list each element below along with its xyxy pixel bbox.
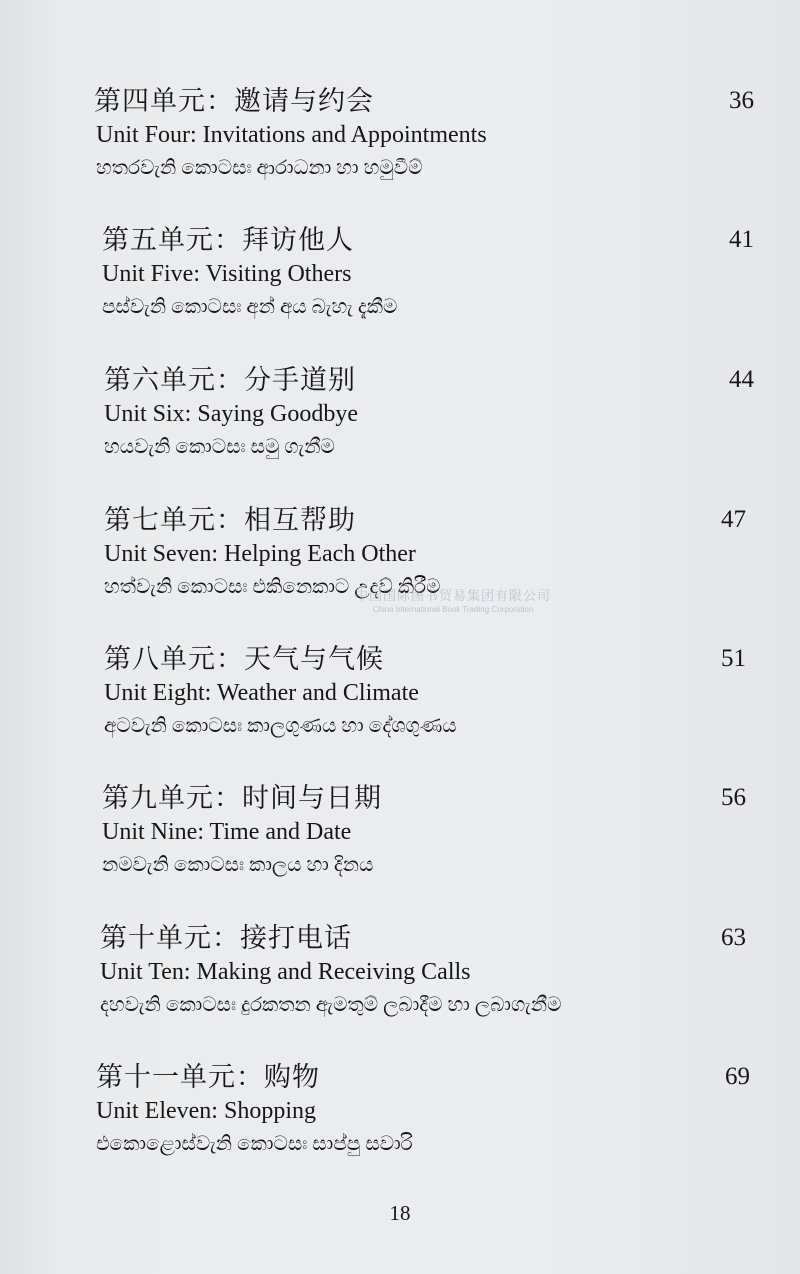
unit-title-chinese: 第六单元：分手道别 [104, 365, 356, 395]
toc-entry-unit-5[interactable] [94, 223, 754, 343]
unit-title-english: Unit Seven: Helping Each Other [104, 541, 416, 567]
toc-entry-unit-9[interactable] [94, 781, 754, 901]
unit-title-chinese: 第十单元：接打电话 [100, 923, 352, 953]
watermark-chinese: 中国国际图书贸易集团有限公司 [354, 588, 551, 603]
unit-title-english: Unit Ten: Making and Receiving Calls [100, 959, 471, 985]
unit-page-number: 51 [721, 645, 746, 672]
unit-title-english: Unit Six: Saying Goodbye [104, 401, 359, 427]
toc-entry-unit-10[interactable] [94, 921, 754, 1041]
unit-title-chinese: 第五单元：拜访他人 [102, 225, 354, 255]
unit-title-chinese: 第七单元：相互帮助 [104, 505, 356, 535]
unit-title-sinhala: එකොළොස්වැනි කොටසඃ සාප්පු සවාරි [96, 1133, 413, 1155]
unit-title-chinese: 第八单元：天气与气候 [104, 644, 384, 674]
unit-page-number: 36 [729, 87, 754, 114]
unit-page-number: 56 [721, 784, 746, 811]
toc-entry-unit-4[interactable] [94, 84, 754, 204]
unit-title-sinhala: හත්වැනි කොටසඃ එකිනෙකාට උදව් කිරීම [104, 576, 441, 598]
unit-title-english: Unit Eight: Weather and Climate [104, 680, 419, 706]
unit-title-english: Unit Four: Invitations and Appointments [96, 122, 487, 148]
toc-entry-unit-11[interactable] [94, 1060, 754, 1180]
watermark-english: China International Book Trading Corporation [372, 605, 534, 614]
unit-title-english: Unit Five: Visiting Others [102, 261, 352, 287]
unit-page-number: 69 [725, 1063, 750, 1090]
unit-title-sinhala: හයවැනි කොටසඃ සමු ගැනීම [104, 436, 335, 458]
unit-title-chinese: 第十一单元：购物 [96, 1062, 320, 1092]
unit-title-english: Unit Eleven: Shopping [96, 1098, 316, 1124]
unit-title-english: Unit Nine: Time and Date [102, 819, 352, 845]
unit-page-number: 47 [721, 506, 746, 533]
toc-entry-unit-8[interactable] [94, 642, 754, 762]
publisher-watermark [348, 588, 558, 616]
toc-entry-unit-6[interactable] [94, 363, 754, 483]
unit-title-sinhala: පස්වැනි කොටසඃ අන් අය බැහැ දැකීම [102, 296, 398, 318]
unit-page-number: 41 [729, 226, 754, 253]
unit-title-chinese: 第四单元：邀请与约会 [94, 86, 374, 116]
unit-title-sinhala: දහවැනි කොටසඃ දුරකතන ඇමතුම් ලබාදීම හා ලබාගැනීම [100, 994, 562, 1016]
unit-title-sinhala: අටවැනි කොටසඃ කාලගුණය හා දේශගුණය [104, 715, 457, 737]
unit-page-number: 63 [721, 924, 746, 951]
unit-title-sinhala: නමවැනි කොටසඃ කාලය හා දිනය [102, 854, 374, 876]
page-footer-number: 18 [389, 1201, 411, 1225]
unit-title-chinese: 第九单元：时间与日期 [102, 783, 382, 813]
unit-title-sinhala: හතරවැනි කොටසඃ ආරාධනා හා හමුවීම් [96, 157, 423, 179]
unit-page-number: 44 [729, 366, 754, 393]
